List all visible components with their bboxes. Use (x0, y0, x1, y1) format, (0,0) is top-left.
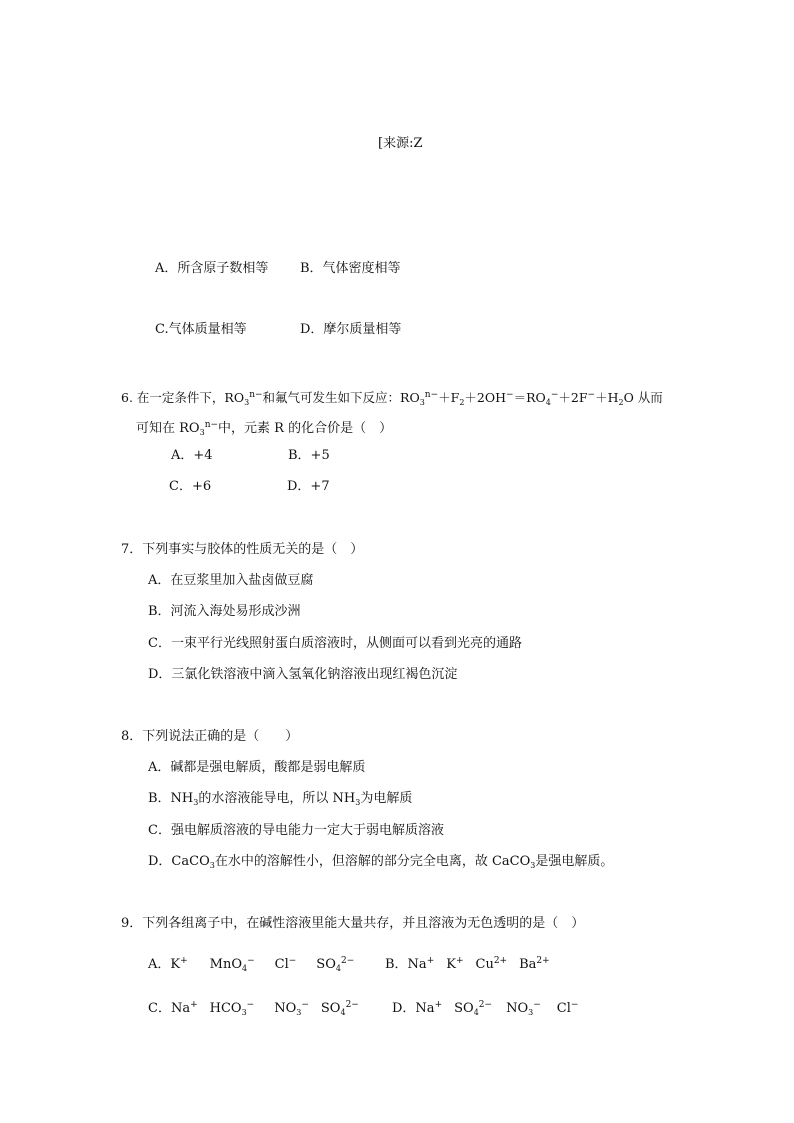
q8-stem: 8．下列说法正确的是（ ） (121, 729, 299, 744)
q6-option-c: C．+6 (169, 479, 212, 494)
q6-stem-line2: 可知在 $RO_3^{n-}$中，元素 R 的化合价是（ ） (136, 420, 393, 437)
q5-option-b: B．气体密度相等 (300, 261, 401, 276)
source-fragment: [来源:Z (378, 136, 423, 151)
q6-option-d: D．+7 (287, 479, 330, 494)
q8-option-d: D．CaCO$_3$在水中的溶解性小，但溶解的部分完全电离，故 CaCO$_3$是强电解质。 (148, 854, 614, 870)
q9-option-a: A．K+ MnO$_4$− Cl− $SO_4^{2-}$ (148, 956, 355, 973)
q7-option-d: D．三氯化铁溶液中滴入氢氧化钠溶液出现红褐色沉淀 (148, 667, 458, 682)
q6-number: 6. (121, 390, 133, 405)
q9-option-b: B．Na+ K+ $Cu^{2+}$ $Ba^{2+}$ (385, 956, 550, 972)
q7-option-a: A．在豆浆里加入盐卤做豆腐 (148, 573, 314, 588)
q7-stem: 7．下列事实与胶体的性质无关的是（ ） (121, 542, 364, 557)
q9-stem: 9．下列各组离子中，在碱性溶液里能大量共存，并且溶液为无色透明的是（ ） (121, 916, 585, 931)
q6-option-a: A．+4 (171, 448, 213, 463)
q5-option-a: A．所含原子数相等 (155, 261, 269, 276)
q7-option-b: B．河流入海处易形成沙洲 (148, 604, 301, 619)
q9-option-d: D．Na+ $SO_4^{2-}$ $NO_3^-$ Cl− (392, 1000, 579, 1017)
q8-option-c: C．强电解质溶液的导电能力一定大于弱电解质溶液 (148, 823, 444, 838)
q8-option-a: A．碱都是强电解质，酸都是弱电解质 (148, 760, 366, 775)
q6-stem-line1: 6. 在一定条件下，$RO_3^{n-}$和氟气可发生如下反应：$RO_3^{n-}+F_2+2OH^-=RO_4^-+2F^-+H_2O$ 从而 (121, 390, 663, 407)
q7-option-c: C．一束平行光线照射蛋白质溶液时，从侧面可以看到光亮的通路 (148, 636, 522, 651)
q8-option-b: B．$NH_3$的水溶液能导电，所以 $NH_3$为电解质 (148, 791, 413, 807)
q9-option-c: C．Na+ $HCO_3^-$ $NO_3^-$ $SO_4^{2-}$ (148, 1000, 359, 1017)
q5-option-d: D．摩尔质量相等 (300, 322, 402, 337)
q5-option-c: C.气体质量相等 (155, 322, 247, 337)
q6-option-b: B．+5 (288, 448, 330, 463)
